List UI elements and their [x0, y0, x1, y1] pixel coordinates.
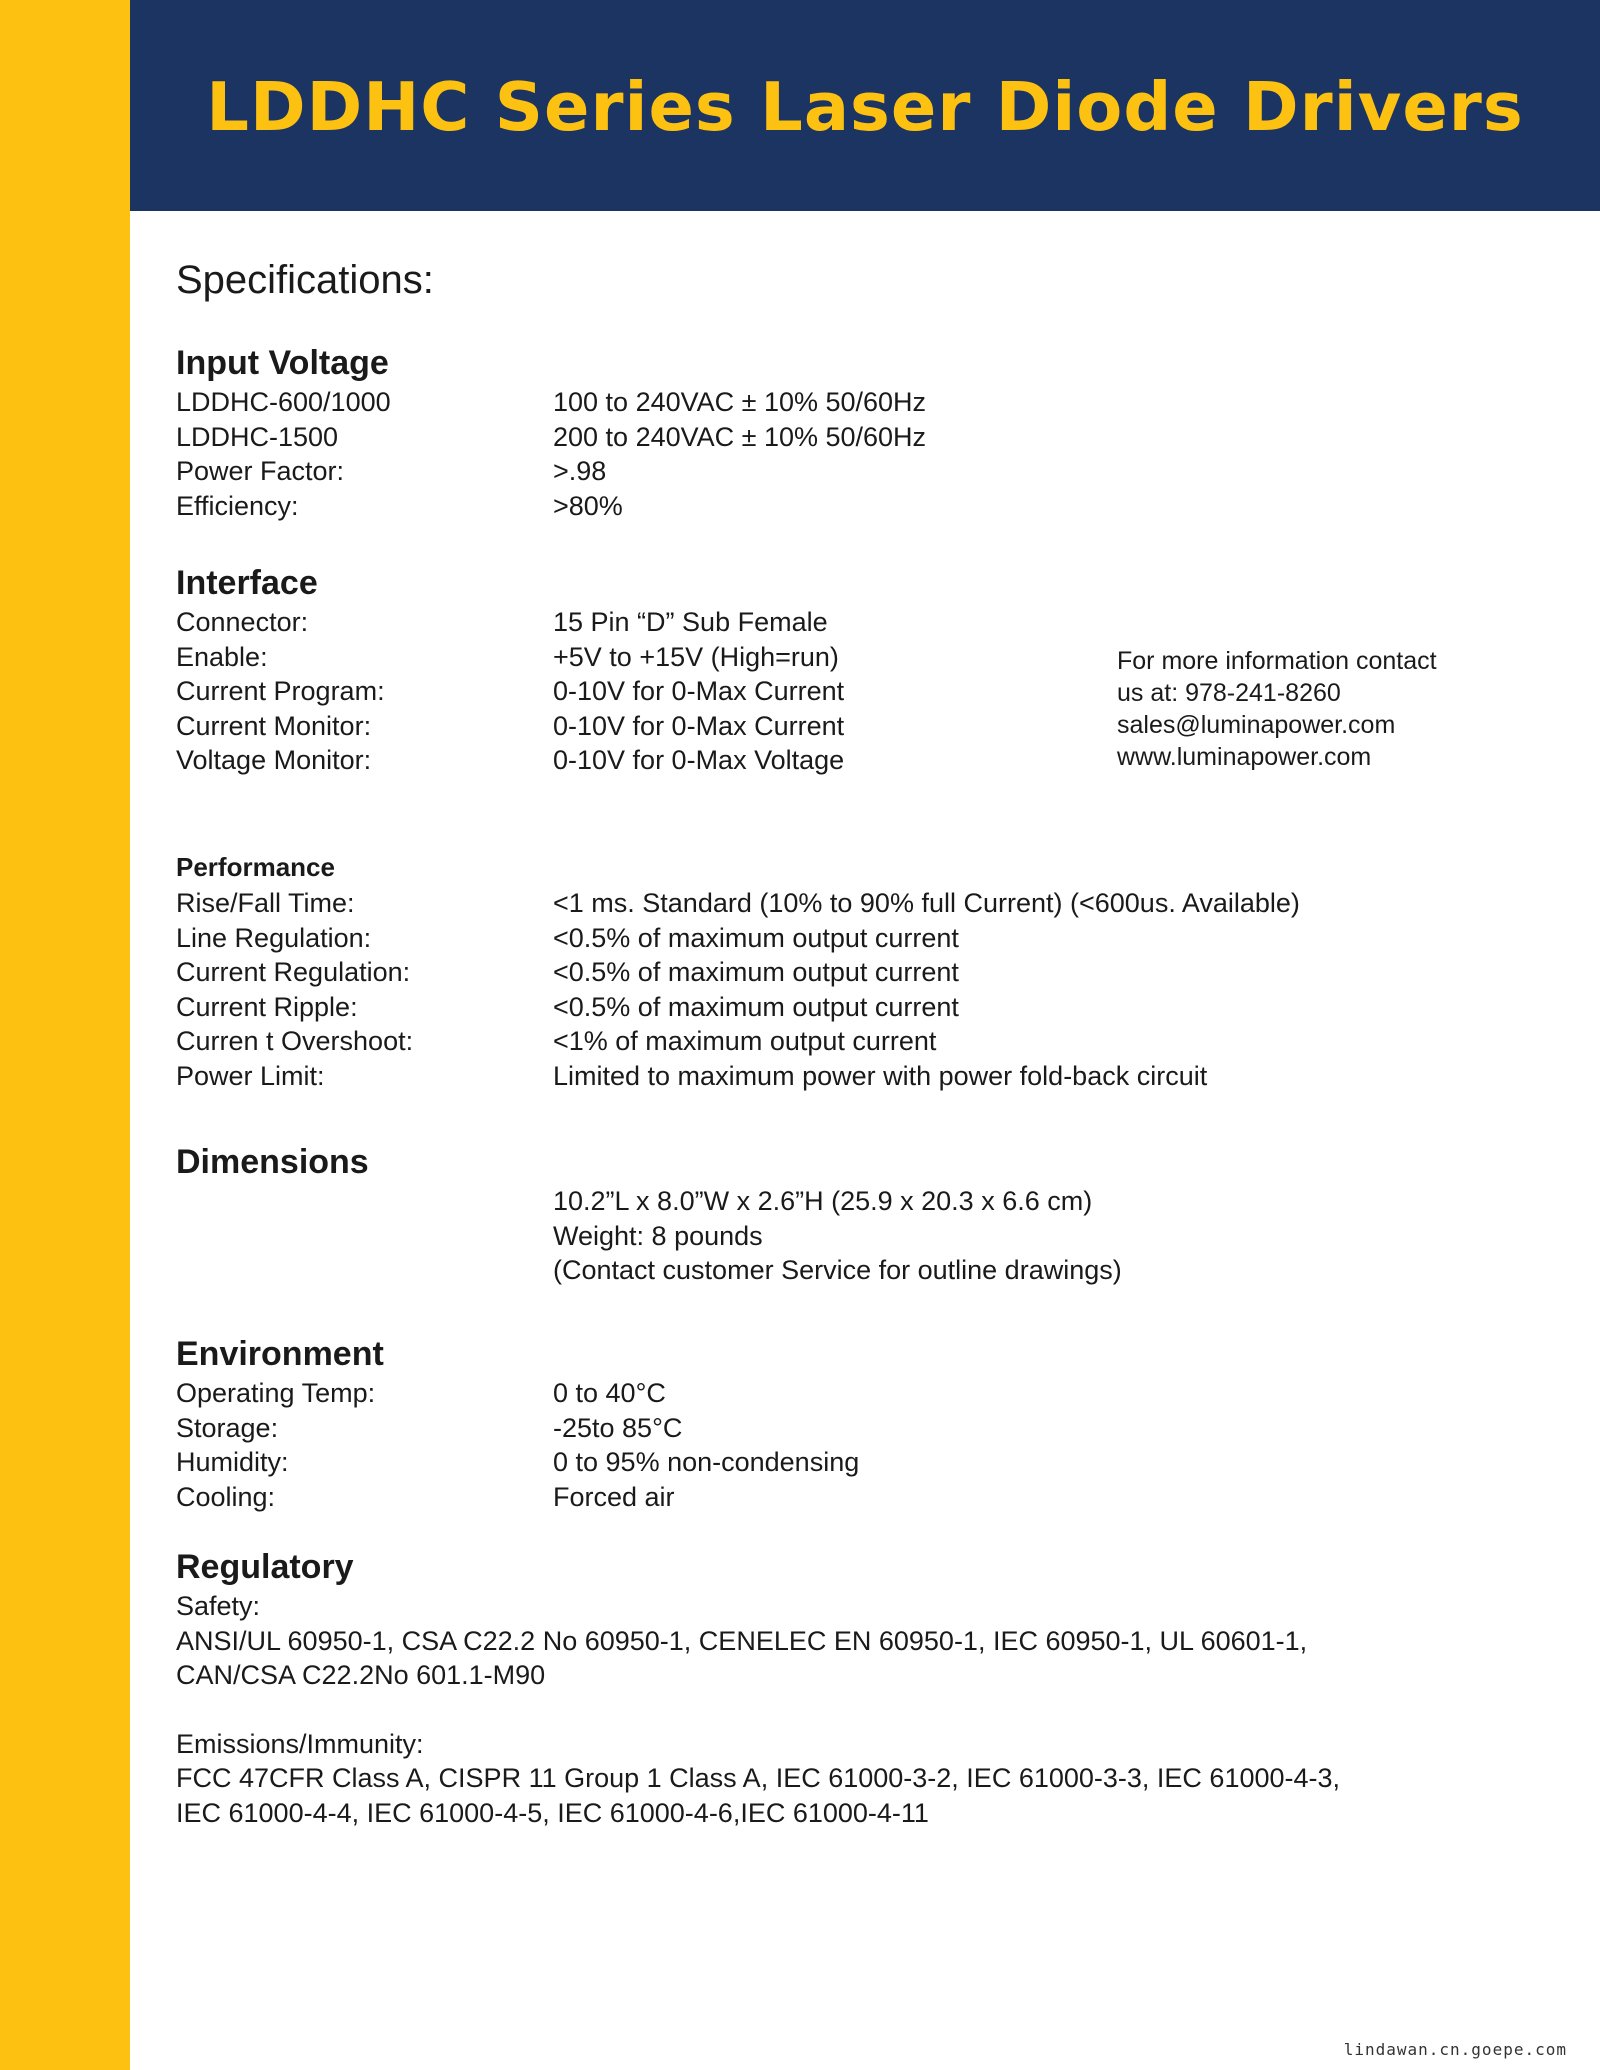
spec-value: +5V to +15V (High=run) — [553, 641, 839, 672]
section-heading: Dimensions — [176, 1143, 369, 1181]
spec-value: 0-10V for 0-Max Voltage — [553, 745, 845, 775]
spec-value: <1 ms. Standard (10% to 90% full Current) (<600us. Available) — [553, 888, 1300, 918]
spec-value: 0-10V for 0-Max Current — [553, 710, 845, 741]
spec-row — [176, 886, 1556, 921]
section-heading: Performance — [176, 852, 335, 882]
spec-label: Connector: — [176, 607, 309, 637]
spec-value: -25to 85°C — [553, 1412, 683, 1443]
spec-value: <0.5% of maximum output current — [553, 922, 959, 953]
spec-row — [176, 921, 1556, 956]
spec-row — [176, 454, 1556, 489]
spec-row — [176, 420, 1556, 455]
emissions-standards-line: FCC 47CFR Class A, CISPR 11 Group 1 Class A, IEC 61000-3-2, IEC 61000-3-3, IEC 61000-4-3, — [176, 1763, 1341, 1793]
spec-row — [176, 1184, 1556, 1219]
spec-label: Current Monitor: — [176, 710, 372, 741]
performance-section — [176, 850, 1556, 1093]
spec-label: Operating Temp: — [176, 1378, 376, 1408]
contact-phone: us at: 978-241-8260 — [1117, 679, 1341, 707]
regulatory-section — [176, 1547, 1556, 1830]
spec-label: Humidity: — [176, 1447, 289, 1477]
spec-value: 15 Pin “D” Sub Female — [553, 607, 828, 637]
spec-value: 10.2”L x 8.0”W x 2.6”H (25.9 x 20.3 x 6.6 cm) — [553, 1186, 1093, 1216]
contact-info — [1117, 645, 1437, 773]
spec-value: 200 to 240VAC ± 10% 50/60Hz — [553, 421, 927, 452]
spec-value: 100 to 240VAC ± 10% 50/60Hz — [553, 387, 927, 417]
spec-label: Power Limit: — [176, 1060, 325, 1091]
section-heading: Regulatory — [176, 1548, 354, 1586]
input-voltage-section — [176, 343, 1556, 523]
contact-website-link[interactable]: www.luminapower.com — [1117, 743, 1372, 771]
spec-label: Current Program: — [176, 676, 385, 706]
spec-value: 0-10V for 0-Max Current — [553, 676, 845, 706]
spec-label: Curren t Overshoot: — [176, 1026, 414, 1056]
dimensions-section — [176, 1142, 1556, 1288]
section-heading: Input Voltage — [176, 344, 389, 382]
spec-label: Enable: — [176, 641, 268, 672]
spec-row — [176, 1219, 1556, 1254]
spec-row — [176, 1411, 1556, 1446]
spec-value: <1% of maximum output current — [553, 1026, 937, 1056]
contact-email-link[interactable]: sales@luminapower.com — [1117, 711, 1396, 739]
spec-label: Power Factor: — [176, 456, 345, 486]
spec-value: <0.5% of maximum output current — [553, 957, 959, 987]
footer-url: lindawan.cn.goepe.com — [1343, 2040, 1567, 2059]
spec-row — [176, 1253, 1556, 1288]
environment-section — [176, 1334, 1556, 1514]
spec-label: Cooling: — [176, 1481, 276, 1512]
spec-value: Forced air — [553, 1481, 675, 1512]
spec-value: Weight: 8 pounds — [553, 1220, 763, 1251]
spec-row — [176, 489, 1556, 524]
spec-row — [176, 1059, 1556, 1094]
spec-label: LDDHC-1500 — [176, 421, 339, 452]
contact-line: For more information contact — [1117, 647, 1437, 675]
emissions-standards-line: IEC 61000-4-4, IEC 61000-4-5, IEC 61000-4-6,IEC 61000-4-11 — [176, 1797, 929, 1828]
spec-label: Storage: — [176, 1412, 279, 1443]
spec-row — [176, 990, 1556, 1025]
section-heading: Environment — [176, 1335, 384, 1373]
spec-value: Limited to maximum power with power fold-back circuit — [553, 1060, 1208, 1091]
title-banner — [130, 0, 1600, 211]
spec-label: Line Regulation: — [176, 922, 372, 953]
spec-row — [176, 1480, 1556, 1515]
section-heading: Interface — [176, 564, 318, 602]
safety-label: Safety: — [176, 1591, 261, 1621]
specifications-title: Specifications: — [176, 258, 434, 302]
spec-label: Rise/Fall Time: — [176, 888, 355, 918]
side-accent-bar — [0, 0, 130, 2070]
spec-value: 0 to 95% non-condensing — [553, 1447, 860, 1477]
spec-label: Efficiency: — [176, 490, 299, 521]
spec-label: LDDHC-600/1000 — [176, 387, 391, 417]
spec-value: >80% — [553, 490, 623, 521]
spec-value: >.98 — [553, 456, 607, 486]
spec-row — [176, 955, 1556, 990]
spec-label: Current Ripple: — [176, 991, 358, 1022]
spec-label: Voltage Monitor: — [176, 745, 372, 775]
spec-row — [176, 1376, 1556, 1411]
safety-standards-line: ANSI/UL 60950-1, CSA C22.2 No 60950-1, CENELEC EN 60950-1, IEC 60950-1, UL 60601-1, — [176, 1625, 1308, 1656]
emissions-label: Emissions/Immunity: — [176, 1728, 424, 1759]
spec-value: 0 to 40°C — [553, 1378, 666, 1408]
page-title: LDDHC Series Laser Diode Drivers — [206, 68, 1524, 146]
spec-row — [176, 605, 1556, 640]
spec-value: (Contact customer Service for outline drawings) — [553, 1255, 1122, 1285]
spec-row — [176, 1445, 1556, 1480]
spec-row — [176, 1024, 1556, 1059]
spec-row — [176, 385, 1556, 420]
spec-label: Current Regulation: — [176, 957, 411, 987]
spec-value: <0.5% of maximum output current — [553, 991, 959, 1022]
safety-standards-line: CAN/CSA C22.2No 601.1-M90 — [176, 1660, 546, 1690]
